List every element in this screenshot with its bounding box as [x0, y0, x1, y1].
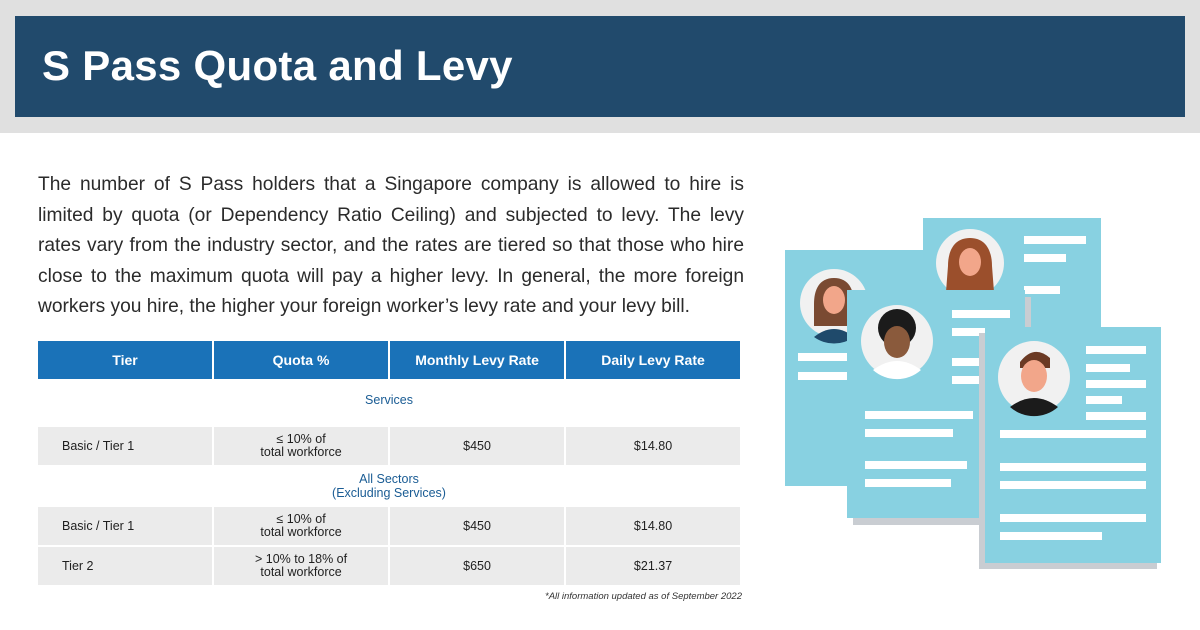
intro-paragraph: The number of S Pass holders that a Singapore company is allowed to hire is limited by quota (or Dependency Ratio Ceiling) and subjected to levy. The levy rates vary from the industry sector, and the rates are tiered so that those who hire close to the maximum quota will pay a higher levy. In general, the more foreign workers you hire, the higher your foreign worker’s levy rate and your levy bill. — [38, 174, 744, 317]
resume-card-front — [979, 327, 1161, 569]
section-label-line: All Sectors — [359, 472, 419, 486]
footnote: *All information updated as of September 2022 — [545, 591, 742, 602]
monthly-levy-cell: $450 — [390, 427, 564, 465]
quota-line: ≤ 10% of — [276, 432, 326, 446]
quota-line: total workforce — [260, 525, 342, 539]
column-header-tier: Tier — [38, 341, 212, 379]
section-label — [38, 379, 740, 427]
quota-cell — [214, 427, 388, 465]
monthly-levy-cell: $450 — [390, 507, 564, 545]
levy-table — [36, 341, 742, 585]
quota-line: ≤ 10% of — [276, 512, 326, 526]
daily-levy-cell: $14.80 — [566, 427, 740, 465]
quota-cell — [214, 507, 388, 545]
column-header-monthly-levy: Monthly Levy Rate — [390, 341, 564, 379]
page-title: S Pass Quota and Levy — [42, 42, 513, 89]
resume-cards-icon — [770, 200, 1180, 580]
quota-line: > 10% to 18% of — [255, 552, 348, 566]
column-header-daily-levy: Daily Levy Rate — [566, 341, 740, 379]
quota-line: total workforce — [260, 445, 342, 459]
monthly-levy-cell: $650 — [390, 547, 564, 585]
section-label-line: (Excluding Services) — [332, 486, 446, 500]
table-row — [38, 507, 740, 545]
tier-cell: Tier 2 — [38, 547, 212, 585]
quota-cell — [214, 547, 388, 585]
section-label-line: Services — [365, 393, 413, 407]
column-header-quota: Quota % — [214, 341, 388, 379]
daily-levy-cell: $21.37 — [566, 547, 740, 585]
quota-line: total workforce — [260, 565, 342, 579]
section-row-all-sectors — [38, 465, 740, 507]
table-row — [38, 547, 740, 585]
daily-levy-cell: $14.80 — [566, 507, 740, 545]
table-row — [38, 427, 740, 465]
section-row-services — [38, 379, 740, 427]
tier-cell: Basic / Tier 1 — [38, 427, 212, 465]
table-header-row — [38, 341, 740, 379]
tier-cell: Basic / Tier 1 — [38, 507, 212, 545]
section-label — [38, 465, 740, 507]
